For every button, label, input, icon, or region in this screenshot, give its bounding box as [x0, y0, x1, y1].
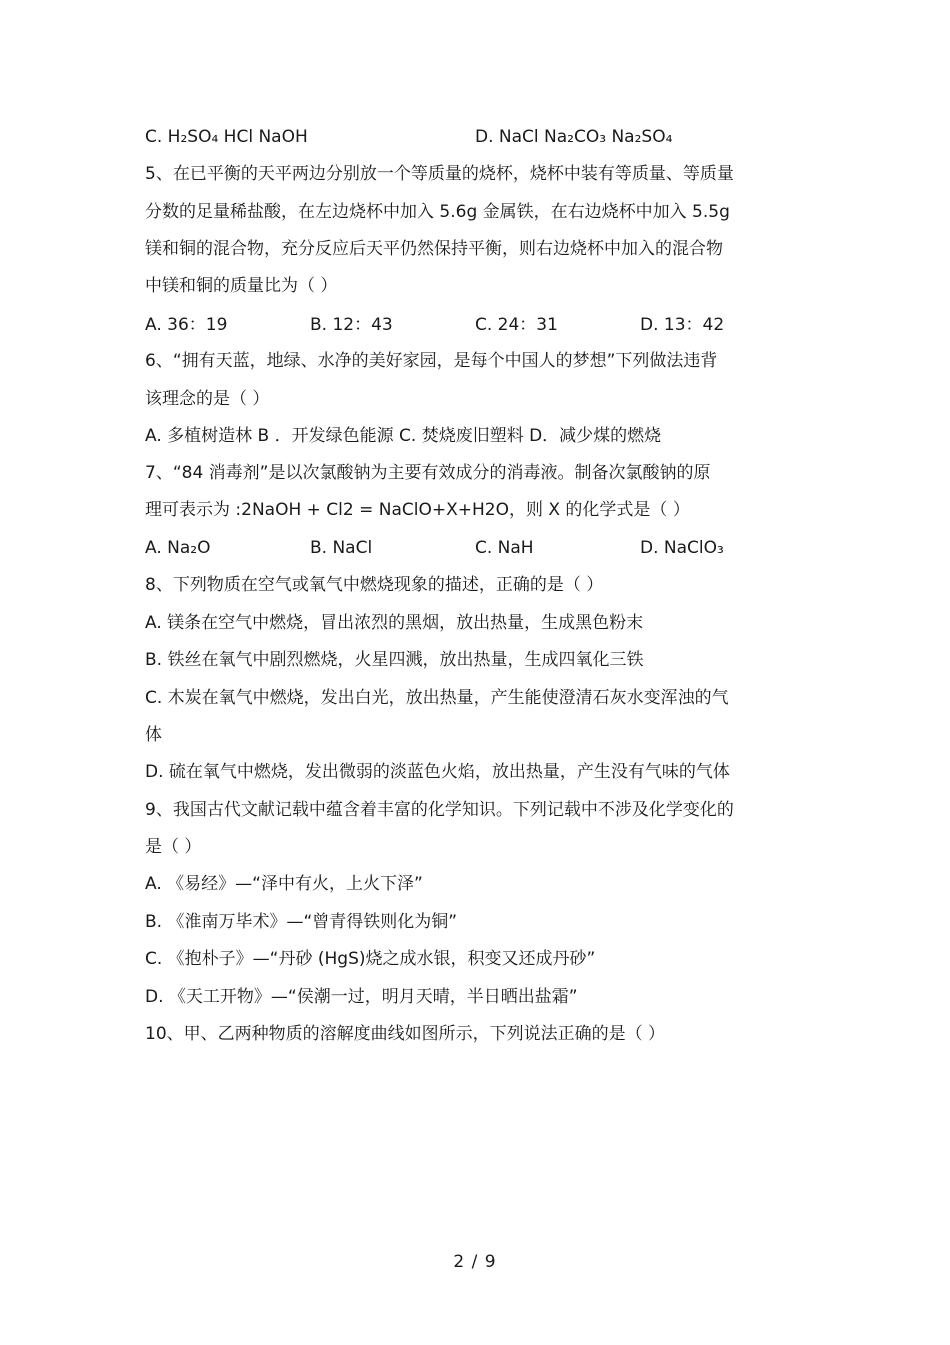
q9-option-c: C. 《抱朴子》—“丹砂 (HgS)烧之成水银，积变又还成丹砂” — [145, 949, 596, 969]
q9-stem-line1: 9、我国古代文献记载中蕴含着丰富的化学知识。下列记载中不涉及化学变化的 — [145, 800, 734, 820]
q9-stem-line2: 是（ ） — [145, 837, 202, 857]
q8-option-c-line1: C. 木炭在氧气中燃烧，发出白光，放出热量，产生能使澄清石灰水变浑浊的气 — [145, 688, 729, 708]
q8-stem: 8、下列物质在空气或氧气中燃烧现象的描述，正确的是（ ） — [145, 575, 604, 595]
q7-option-c: C. NaH — [475, 538, 534, 558]
q8-option-a: A. 镁条在空气中燃烧，冒出浓烈的黑烟，放出热量，生成黑色粉末 — [145, 613, 644, 633]
q5-option-b: B. 12：43 — [310, 315, 393, 335]
q7-option-d: D. NaClO₃ — [640, 538, 724, 558]
q6-stem-line2: 该理念的是（ ） — [145, 389, 270, 409]
q7-stem-line2: 理可表示为 :2NaOH + Cl2 = NaClO+X+H2O，则 X 的化学式是（ ） — [145, 500, 690, 520]
q6-options: A. 多植树造林 B ．开发绿色能源 C. 焚烧废旧塑料 D．减少煤的燃烧 — [145, 426, 662, 446]
q6-stem-line1: 6、“拥有天蓝，地绿、水净的美好家园，是每个中国人的梦想”下列做法违背 — [145, 351, 718, 371]
q4-option-c: C. H₂SO₄ HCl NaOH — [145, 127, 308, 147]
q9-option-a: A. 《易经》—“泽中有火，上火下泽” — [145, 874, 423, 894]
q5-option-c: C. 24：31 — [475, 315, 558, 335]
q5-stem-line2: 分数的足量稀盐酸，在左边烧杯中加入 5.6g 金属铁，在右边烧杯中加入 5.5g — [145, 202, 730, 222]
q5-option-a: A. 36：19 — [145, 315, 228, 335]
q5-option-d: D. 13：42 — [640, 315, 725, 335]
q7-stem-line1: 7、“84 消毒剂”是以次氯酸钠为主要有效成分的消毒液。制备次氯酸钠的原 — [145, 463, 711, 483]
q7-option-b: B. NaCl — [310, 538, 373, 558]
q8-option-b: B. 铁丝在氧气中剧烈燃烧，火星四溅，放出热量，生成四氧化三铁 — [145, 650, 644, 670]
q7-option-a: A. Na₂O — [145, 538, 211, 558]
q9-option-d: D. 《天工开物》—“侯潮一过，明月天晴，半日晒出盐霜” — [145, 987, 578, 1007]
q8-option-c-line2: 体 — [145, 725, 162, 745]
page-number: 2 / 9 — [453, 1252, 497, 1272]
q9-option-b: B. 《淮南万毕术》—“曾青得铁则化为铜” — [145, 912, 458, 932]
q8-option-d: D. 硫在氧气中燃烧，发出微弱的淡蓝色火焰，放出热量，产生没有气味的气体 — [145, 762, 730, 782]
q10-stem: 10、甲、乙两种物质的溶解度曲线如图所示，下列说法正确的是（ ） — [145, 1024, 666, 1044]
q5-stem-line1: 5、在已平衡的天平两边分别放一个等质量的烧杯，烧杯中装有等质量、等质量 — [145, 164, 734, 184]
q5-stem-line3: 镁和铜的混合物，充分反应后天平仍然保持平衡，则右边烧杯中加入的混合物 — [145, 239, 723, 259]
q4-option-d: D. NaCl Na₂CO₃ Na₂SO₄ — [475, 127, 673, 147]
q5-stem-line4: 中镁和铜的质量比为（ ） — [145, 276, 338, 296]
